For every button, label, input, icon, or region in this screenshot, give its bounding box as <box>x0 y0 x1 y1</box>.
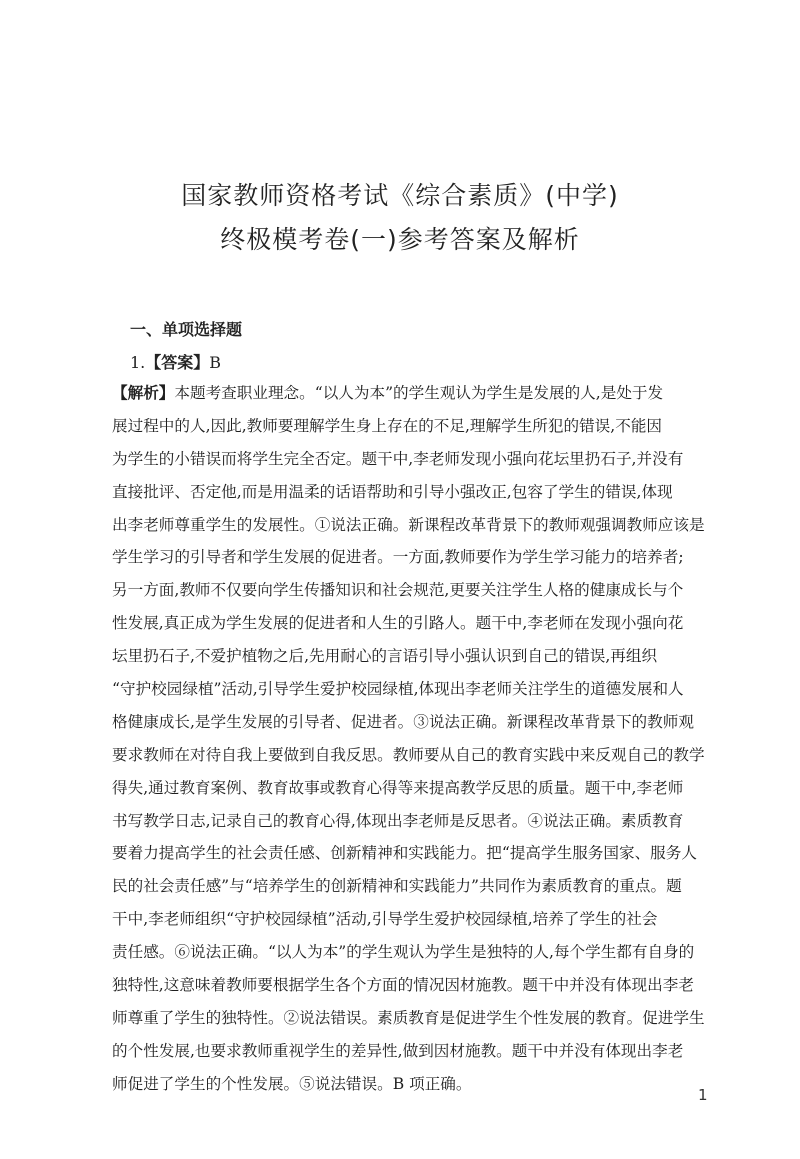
analysis-line: 要求教师在对待自我上要做到自我反思。教师要从自己的教育实践中来反观自己的教学 <box>112 745 705 764</box>
answer-line <box>130 350 221 373</box>
analysis-line: 书写教学日志,记录自己的教育心得,体现出李老师是反思者。④说法正确。素质教育 <box>112 811 684 830</box>
analysis-line: 出李老师尊重学生的发展性。①说法正确。新课程改革背景下的教师观强调教师应该是 <box>112 515 705 534</box>
analysis-line: 另一方面,教师不仅要向学生传播知识和社会规范,更要关注学生人格的健康成长与个 <box>112 581 684 600</box>
analysis-line: 民的社会责任感”与“培养学生的创新精神和实践能力”共同作为素质教育的重点。题 <box>112 877 682 896</box>
analysis-line: 直接批评、否定他,而是用温柔的话语帮助和引导小强改正,包容了学生的错误,体现 <box>112 482 673 501</box>
section-heading: 一、单项选择题 <box>130 320 243 339</box>
analysis-label: 【解析】 <box>112 384 175 402</box>
analysis-line: 要着力提高学生的社会责任感、创新精神和实践能力。把“提高学生服务国家、服务人 <box>112 844 697 863</box>
analysis-body <box>112 377 717 1101</box>
analysis-line: 责任感。⑥说法正确。“以人为本”的学生观认为学生是独特的人,每个学生都有自身的 <box>112 943 695 962</box>
analysis-line <box>112 377 717 410</box>
analysis-line: 性发展,真正成为学生发展的促进者和人生的引路人。题干中,李老师在发现小强向花 <box>112 614 684 633</box>
analysis-line: 展过程中的人,因此,教师要理解学生身上存在的不足,理解学生所犯的错误,不能因 <box>112 416 663 435</box>
analysis-line: 师尊重了学生的独特性。②说法错误。素质教育是促进学生个性发展的教育。促进学生 <box>112 1008 705 1027</box>
analysis-line: 得失,通过教育案例、教育故事或教育心得等来提高教学反思的质量。题干中,李老师 <box>112 778 684 797</box>
answer-label: 【答案】 <box>145 353 210 372</box>
analysis-line: 师促进了学生的个性发展。⑤说法错误。B 项正确。 <box>112 1074 472 1093</box>
analysis-line: 学生学习的引导者和学生发展的促进者。一方面,教师要作为学生学习能力的培养者; <box>112 548 684 567</box>
document-title-line-2: 终极模考卷(一)参考答案及解析 <box>220 225 580 254</box>
analysis-line: “守护校园绿植”活动,引导学生爱护校园绿植,体现出李老师关注学生的道德发展和人 <box>112 680 684 699</box>
analysis-text: 本题考查职业理念。“以人为本”的学生观认为学生是发展的人,是处于发 <box>174 384 664 402</box>
analysis-line: 干中,李老师组织“守护校园绿植”活动,引导学生爱护校园绿植,培养了学生的社会 <box>112 910 658 929</box>
analysis-line: 为学生的小错误而将学生完全否定。题干中,李老师发现小强向花坛里扔石子,并没有 <box>112 449 684 468</box>
question-number: 1. <box>130 353 146 372</box>
answer-value: B <box>209 353 222 372</box>
analysis-line: 坛里扔石子,不爱护植物之后,先用耐心的言语引导小强认识到自己的错误,再组织 <box>112 647 658 666</box>
page-number: 1 <box>698 1086 708 1104</box>
analysis-line: 独特性,这意味着教师要根据学生各个方面的情况因材施教。题干中并没有体现出李老 <box>112 976 694 995</box>
analysis-line: 的个性发展,也要求教师重视学生的差异性,做到因材施教。题干中并没有体现出李老 <box>112 1041 684 1060</box>
analysis-line: 格健康成长,是学生发展的引导者、促进者。③说法正确。新课程改革背景下的教师观 <box>112 712 694 731</box>
document-title-line-1: 国家教师资格考试《综合素质》(中学) <box>181 181 619 210</box>
